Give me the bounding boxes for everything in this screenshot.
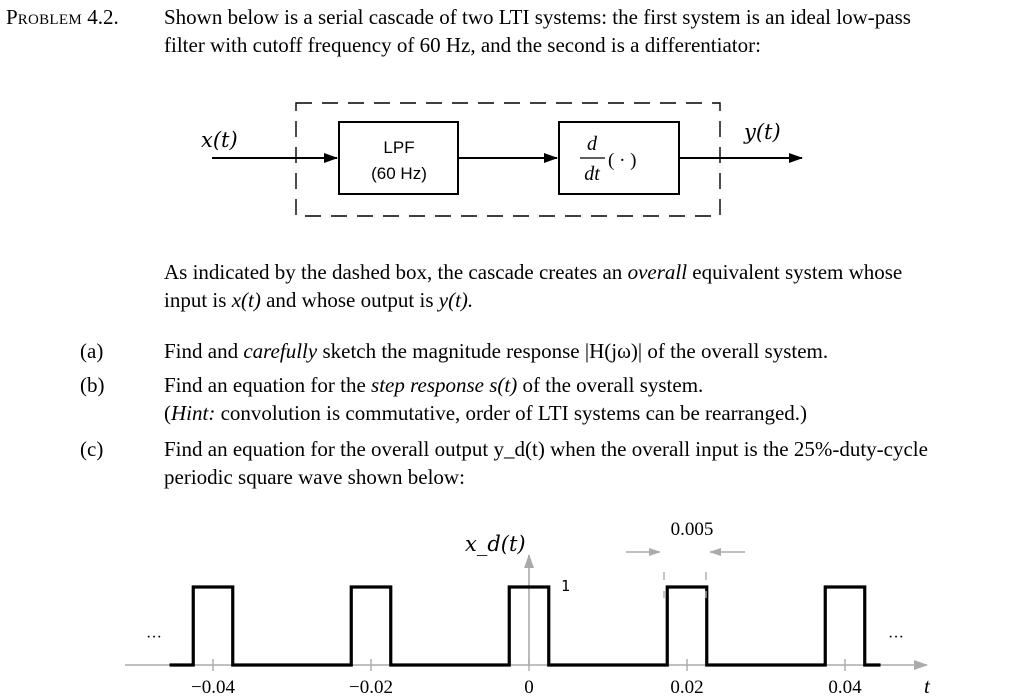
explanation-line-2: input is x(t) and whose output is y(t). (164, 288, 474, 312)
width-label: 0.005 (670, 519, 714, 540)
signal-label: x_d(t) (465, 532, 526, 556)
ellipsis-left: ··· (146, 629, 162, 646)
tick-label: −0.04 (191, 677, 235, 698)
lpf-block (339, 122, 458, 194)
part-b-hint: (Hint: convolution is commutative, order of LTI systems can be rearranged.) (164, 401, 808, 425)
ellipsis-right: ··· (888, 629, 904, 646)
square-wave-plot (0, 500, 1024, 699)
part-c-label: (c) (80, 437, 104, 461)
intro-line-1: Shown below is a serial cascade of two LTI systems: the first system is an ideal low-pass (164, 5, 911, 29)
diff-operand: ( · ) (608, 150, 637, 171)
part-a-label: (a) (80, 339, 104, 363)
problem-label: PROBLEM 4.2. (6, 5, 119, 29)
diff-denominator: dt (584, 163, 600, 185)
lpf-cutoff-label: (60 Hz) (371, 164, 427, 183)
output-signal-label: y(t) (744, 120, 781, 144)
explanation-line-1: As indicated by the dashed box, the cascade creates an overall equivalent system whose (164, 260, 903, 284)
part-b-text: Find an equation for the step response s(t) of the overall system. (164, 373, 704, 397)
part-a-text: Find and carefully sketch the magnitude response |H(jω)| of the overall system. (164, 339, 829, 363)
intro-line-2: filter with cutoff frequency of 60 Hz, and the second is a differentiator: (164, 33, 761, 57)
tick-label: 0.04 (828, 677, 862, 698)
amplitude-label: 1 (561, 577, 571, 595)
tick-label: 0 (524, 677, 534, 698)
diff-numerator: d (587, 133, 597, 155)
block-diagram (0, 0, 1024, 240)
lpf-label: LPF (383, 138, 415, 157)
part-b-label: (b) (80, 373, 105, 397)
t-axis-label: t (924, 674, 930, 698)
square-wave-trace (170, 587, 881, 665)
input-signal-label: x(t) (201, 128, 238, 152)
tick-label: 0.02 (670, 677, 704, 698)
part-c-line-1: Find an equation for the overall output y_d(t) when the overall input is the 25%-duty-cycle (164, 437, 928, 461)
problem-number: 4.2. (87, 5, 119, 29)
part-c-line-2: periodic square wave shown below: (164, 465, 465, 489)
tick-label: −0.02 (349, 677, 393, 698)
